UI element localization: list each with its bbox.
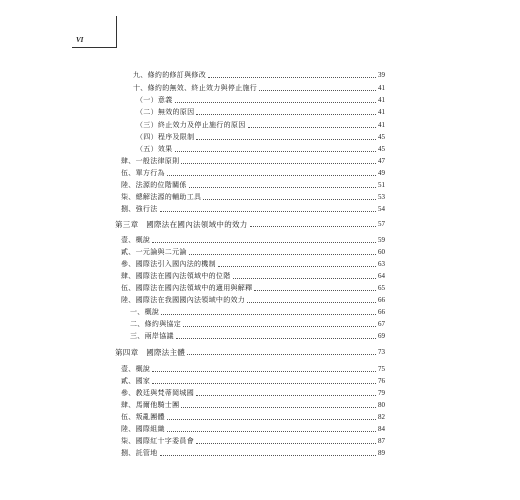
toc-entry-title: 三、兩岸協議 xyxy=(130,332,174,340)
toc-entry-title: （一）意義 xyxy=(136,96,173,104)
toc-entry[interactable] xyxy=(121,269,385,281)
toc-entry[interactable] xyxy=(121,386,385,398)
toc-entry[interactable] xyxy=(121,257,385,269)
dot-leader xyxy=(176,338,376,339)
dot-leader xyxy=(196,114,376,115)
toc-entry[interactable] xyxy=(130,305,385,317)
toc-entry[interactable] xyxy=(121,190,385,202)
toc-entry-page: 49 xyxy=(378,169,385,177)
toc-entry[interactable] xyxy=(136,142,385,154)
toc-entry-page: 66 xyxy=(378,296,385,304)
toc-entry-page: 41 xyxy=(378,108,385,116)
dot-leader xyxy=(189,187,376,188)
toc-entry-title: 九、條約的修訂與修改 xyxy=(133,71,206,79)
toc-entry-page: 76 xyxy=(378,377,385,385)
toc-entry-title: 伍、叛亂團體 xyxy=(121,413,165,421)
dot-leader xyxy=(167,431,376,432)
toc-entry-title: 第三章 國際法在國內法領域中的效力 xyxy=(115,220,248,229)
dot-leader xyxy=(196,395,376,396)
toc-entry-page: 51 xyxy=(378,181,385,189)
toc-entry-title: 二、條約與協定 xyxy=(130,320,182,328)
toc-entry-page: 64 xyxy=(378,272,385,280)
toc-entry-title: 陸、法源的位階關係 xyxy=(121,181,187,189)
dot-leader xyxy=(208,77,376,78)
toc-entry-page: 59 xyxy=(378,236,385,244)
dot-leader xyxy=(160,211,377,212)
toc-entry-title: 參、國際法引入國內法的機制 xyxy=(121,260,216,268)
toc-entry[interactable] xyxy=(130,329,385,341)
toc-entry[interactable] xyxy=(133,81,385,93)
dot-leader xyxy=(183,326,376,327)
toc-entry-title: 肆、一般法律原則 xyxy=(121,157,180,165)
toc-entry-title: （四）程序及限制 xyxy=(136,133,195,141)
toc-entry-page: 84 xyxy=(378,425,385,433)
toc-entry[interactable] xyxy=(136,105,385,117)
toc-entry-page: 53 xyxy=(378,193,385,201)
toc-entry-page: 75 xyxy=(378,365,385,373)
toc-entry[interactable] xyxy=(121,398,385,410)
toc-entry-page: 82 xyxy=(378,413,385,421)
dot-leader xyxy=(167,175,376,176)
toc-entry-title: 參、教廷與梵蒂岡城國 xyxy=(121,389,194,397)
toc-entry-title: 第四章 國際法主體 xyxy=(115,348,186,357)
toc-entry-title: 捌、託管地 xyxy=(121,449,158,457)
toc-entry-title: 十、條約的無效、終止效力與停止施行 xyxy=(133,84,258,92)
toc-entry-page: 47 xyxy=(378,157,385,165)
toc-entry[interactable] xyxy=(121,374,385,386)
toc-entry[interactable] xyxy=(136,93,385,105)
toc-entry-title: （三）終止效力及停止施行的原因 xyxy=(136,121,246,129)
toc-entry[interactable] xyxy=(121,446,385,458)
toc-entry-page: 69 xyxy=(378,332,385,340)
dot-leader xyxy=(254,290,376,291)
dot-leader xyxy=(181,407,376,408)
toc-entry-page: 67 xyxy=(378,320,385,328)
dot-leader xyxy=(175,151,377,152)
toc-entry-page: 66 xyxy=(378,308,385,316)
toc-entry-page: 87 xyxy=(378,437,385,445)
toc-entry-title: 陸、國際法在我國國內法領域中的效力 xyxy=(121,296,246,304)
toc-entry-title: （二）無效的原因 xyxy=(136,108,195,116)
toc-entry-page: 41 xyxy=(378,121,385,129)
toc-entry-page: 41 xyxy=(378,96,385,104)
toc-chapter-entry[interactable] xyxy=(115,345,385,357)
toc-entry[interactable] xyxy=(136,130,385,142)
dot-leader xyxy=(218,266,376,267)
toc-entry-title: 柒、國際紅十字委員會 xyxy=(121,437,194,445)
toc-entry-title: 一、概說 xyxy=(130,308,160,316)
toc-entry-title: 伍、國際法在國內法領域中的適用與解釋 xyxy=(121,284,253,292)
toc-entry-title: 壹、概說 xyxy=(121,236,151,244)
dot-leader xyxy=(187,354,376,355)
toc-entry[interactable] xyxy=(121,293,385,305)
toc-entry[interactable] xyxy=(121,362,385,374)
toc-entry-page: 45 xyxy=(378,133,385,141)
dot-leader xyxy=(203,199,376,200)
dot-leader xyxy=(167,419,376,420)
toc-entry-page: 89 xyxy=(378,449,385,457)
toc-entry-page: 73 xyxy=(378,348,385,356)
toc-entry-title: 貳、一元論與二元論 xyxy=(121,248,187,256)
toc-entry-page: 63 xyxy=(378,260,385,268)
toc-entry-title: （五）效果 xyxy=(136,145,173,153)
dot-leader xyxy=(196,443,376,444)
toc-entry-title: 陸、國際組織 xyxy=(121,425,165,433)
toc-entry[interactable] xyxy=(121,154,385,166)
dot-leader xyxy=(175,102,377,103)
dot-leader xyxy=(259,90,376,91)
toc-entry-page: 45 xyxy=(378,145,385,153)
toc-entry[interactable] xyxy=(136,118,385,130)
toc-entry-page: 57 xyxy=(378,220,385,228)
toc-entry-page: 65 xyxy=(378,284,385,292)
toc-entry-title: 壹、概說 xyxy=(121,365,151,373)
toc-entry-title: 肆、國際法在國內法領域中的位階 xyxy=(121,272,231,280)
toc-entry-page: 41 xyxy=(378,84,385,92)
dot-leader xyxy=(248,127,377,128)
dot-leader xyxy=(233,278,377,279)
toc-chapter-entry[interactable] xyxy=(115,217,385,229)
toc-entry-title: 肆、馬爾他騎士團 xyxy=(121,401,180,409)
dot-leader xyxy=(250,226,376,227)
dot-leader xyxy=(152,242,376,243)
dot-leader xyxy=(160,455,377,456)
toc-entry[interactable] xyxy=(121,281,385,293)
dot-leader xyxy=(196,139,376,140)
toc-entry[interactable] xyxy=(121,422,385,434)
toc-entry-title: 伍、單方行為 xyxy=(121,169,165,177)
toc-entry[interactable] xyxy=(121,233,385,245)
toc-entry-title: 捌、強行法 xyxy=(121,205,158,213)
toc-entry[interactable] xyxy=(121,434,385,446)
dot-leader xyxy=(189,254,376,255)
toc-entry-page: 39 xyxy=(378,71,385,79)
toc-entry[interactable] xyxy=(133,68,385,80)
dot-leader xyxy=(161,314,376,315)
toc-entry-page: 80 xyxy=(378,401,385,409)
toc-entry[interactable] xyxy=(121,178,385,190)
toc-entry[interactable] xyxy=(121,202,385,214)
toc-entry-title: 貳、國家 xyxy=(121,377,151,385)
toc-entry-page: 79 xyxy=(378,389,385,397)
dot-leader xyxy=(152,383,376,384)
toc-entry[interactable] xyxy=(121,245,385,257)
dot-leader xyxy=(247,302,376,303)
toc-entry[interactable] xyxy=(130,317,385,329)
toc-entry[interactable] xyxy=(121,410,385,422)
toc-entry[interactable] xyxy=(121,166,385,178)
page-number: VI xyxy=(76,36,84,44)
dot-leader xyxy=(152,371,376,372)
dot-leader xyxy=(181,163,376,164)
toc-entry-title: 柒、總解法源的輔助工具 xyxy=(121,193,202,201)
toc-entry-page: 60 xyxy=(378,248,385,256)
toc-entry-page: 54 xyxy=(378,205,385,213)
